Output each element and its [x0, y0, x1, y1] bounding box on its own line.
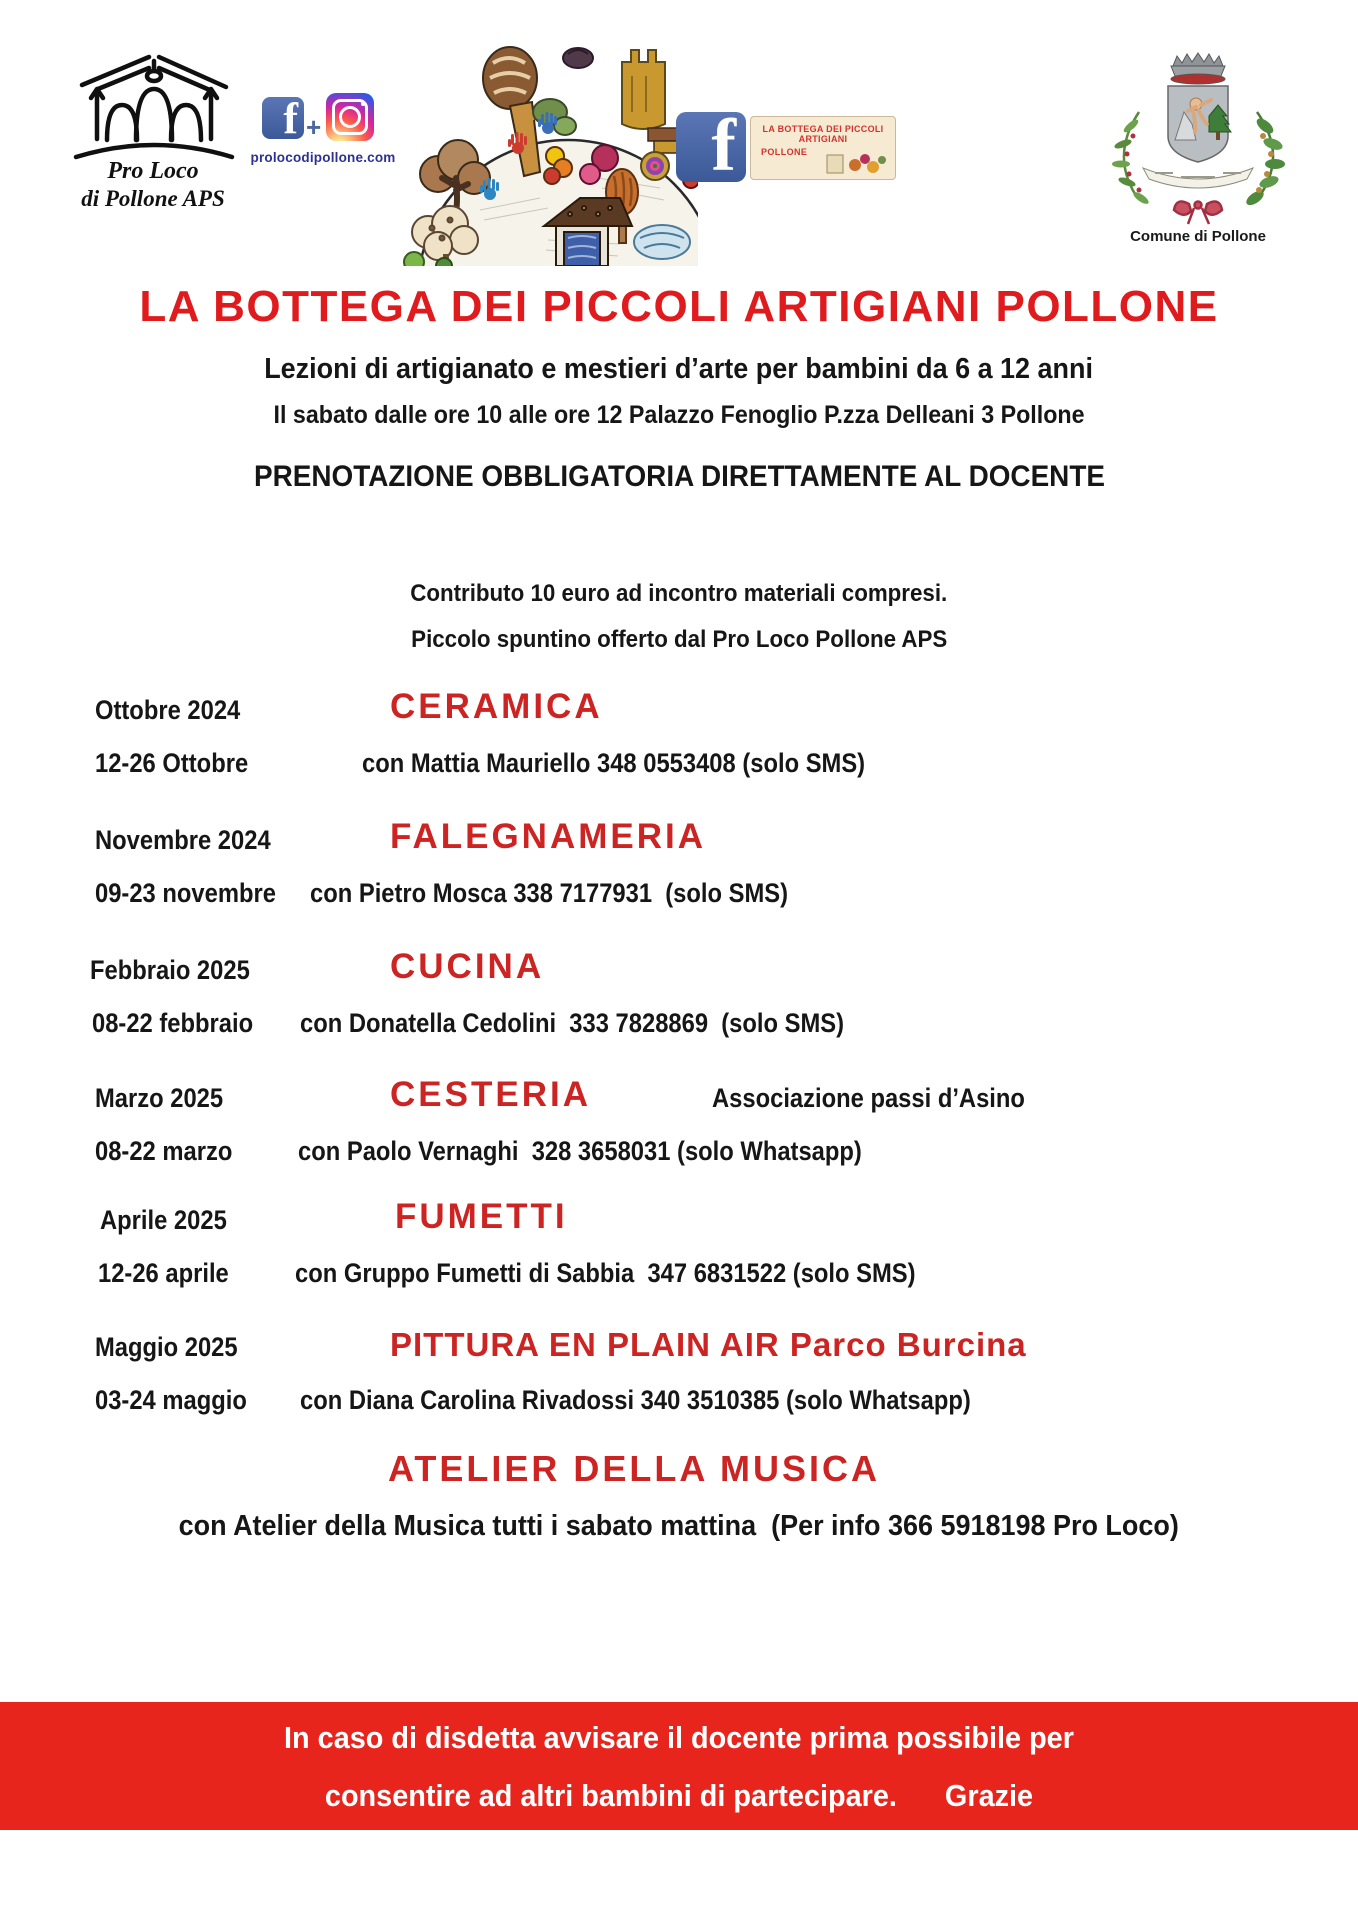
course-name: CERAMICA	[390, 687, 603, 726]
booking-notice-row	[0, 460, 1358, 494]
course-row	[0, 1075, 1358, 1198]
course-row	[0, 1326, 1358, 1447]
course-teacher: con Mattia Mauriello 348 0553408 (solo SMS)	[362, 748, 866, 778]
facebook-page-icon	[676, 112, 746, 182]
facebook-letter: f	[283, 97, 298, 139]
course-name: CUCINA	[390, 947, 545, 986]
course-name: CESTERIA	[390, 1075, 591, 1114]
atelier-info: con Atelier della Musica tutti i sabato mattina (Per info 366 5918198 Pro Loco)	[178, 1510, 1180, 1542]
footer-line1: In caso di disdetta avvisare il docente prima possibile per	[284, 1720, 1074, 1755]
page-title-row	[0, 282, 1358, 332]
course-row	[0, 947, 1358, 1070]
course-month: Novembre 2024	[95, 825, 271, 855]
subtitle-row	[0, 353, 1358, 386]
page-title: LA BOTTEGA DEI PICCOLI ARTIGIANI POLLONE	[139, 282, 1219, 331]
facebook-banner-art-icon	[825, 149, 889, 175]
course-row	[0, 1197, 1358, 1320]
booking-notice: PRENOTAZIONE OBBLIGATORIA DIRETTAMENTE AL DOCENTE	[253, 460, 1105, 493]
comune-caption: Comune di Pollone	[1130, 228, 1266, 245]
proloco-logo-line1: Pro Loco	[107, 158, 199, 184]
course-dates: 08-22 marzo	[95, 1136, 233, 1166]
proloco-logo-text	[58, 158, 248, 212]
atelier-title-row	[0, 1448, 1268, 1490]
course-month: Ottobre 2024	[95, 695, 241, 725]
course-month: Febbraio 2025	[90, 955, 250, 985]
facebook-banner-line2: POLLONE	[761, 147, 808, 157]
course-row	[0, 687, 1358, 810]
course-month: Aprile 2025	[100, 1205, 227, 1235]
schedule-info-row	[0, 401, 1358, 430]
instagram-lens-dot	[361, 102, 365, 106]
page-subtitle: Lezioni di artigianato e mestieri d’arte per bambini da 6 a 12 anni	[264, 353, 1094, 385]
olive-branch	[1112, 112, 1150, 206]
course-teacher: con Diana Carolina Rivadossi 340 3510385 (solo Whatsapp)	[300, 1385, 971, 1415]
course-dates: 03-24 maggio	[95, 1385, 247, 1415]
schedule-info: Il sabato dalle ore 10 alle ore 12 Palazzo Fenoglio P.zza Delleani 3 Pollone	[273, 401, 1085, 429]
fee-info: Contributo 10 euro ad incontro materiali compresi.	[410, 580, 948, 607]
comune-coat-of-arms-icon	[1093, 42, 1303, 227]
course-dates: 12-26 Ottobre	[95, 748, 249, 778]
course-row	[0, 817, 1358, 940]
facebook-banner-line1: LA BOTTEGA DEI PICCOLI ARTIGIANI	[762, 124, 886, 144]
facebook-page-letter: f	[711, 112, 736, 182]
course-month: Marzo 2025	[95, 1083, 224, 1113]
course-teacher: con Paolo Vernaghi 328 3658031 (solo Whatsapp)	[298, 1136, 862, 1166]
atelier-info-row	[0, 1510, 1358, 1543]
plus-icon: +	[306, 112, 322, 142]
course-name: FUMETTI	[395, 1197, 568, 1236]
fee-info-row	[0, 580, 1358, 608]
snack-info: Piccolo spuntino offerto dal Pro Loco Pollone APS	[410, 626, 948, 653]
facebook-page-banner	[750, 116, 896, 180]
course-teacher: con Donatella Cedolini 333 7828869 (solo SMS)	[300, 1008, 845, 1038]
proloco-logo-icon	[70, 45, 238, 161]
course-dates: 08-22 febbraio	[92, 1008, 254, 1038]
footer-line2: consentire ad altri bambini di partecipare. Grazie	[324, 1778, 1034, 1813]
course-teacher: con Pietro Mosca 338 7177931 (solo SMS)	[310, 878, 789, 908]
course-name: PITTURA EN PLAIN AIR Parco Burcina	[390, 1326, 1027, 1363]
course-month: Maggio 2025	[95, 1332, 238, 1362]
atelier-title: ATELIER DELLA MUSICA	[388, 1448, 880, 1489]
course-dates: 12-26 aprile	[98, 1258, 229, 1288]
instagram-icon	[326, 93, 374, 141]
footer-banner	[0, 1702, 1358, 1830]
website-url: prolocodipollone.com	[250, 150, 396, 165]
course-name: FALEGNAMERIA	[390, 817, 706, 856]
oak-branch	[1244, 112, 1285, 208]
facebook-icon	[262, 97, 304, 139]
ribbon-bow	[1174, 202, 1222, 225]
snack-info-row	[0, 626, 1358, 654]
course-dates: 09-23 novembre	[95, 878, 276, 908]
collage-illustration-icon	[398, 28, 698, 266]
course-teacher: con Gruppo Fumetti di Sabbia 347 6831522 (solo SMS)	[295, 1258, 916, 1288]
proloco-logo-line2: di Pollone APS	[81, 185, 225, 211]
course-extra: Associazione passi d’Asino	[712, 1083, 1025, 1113]
